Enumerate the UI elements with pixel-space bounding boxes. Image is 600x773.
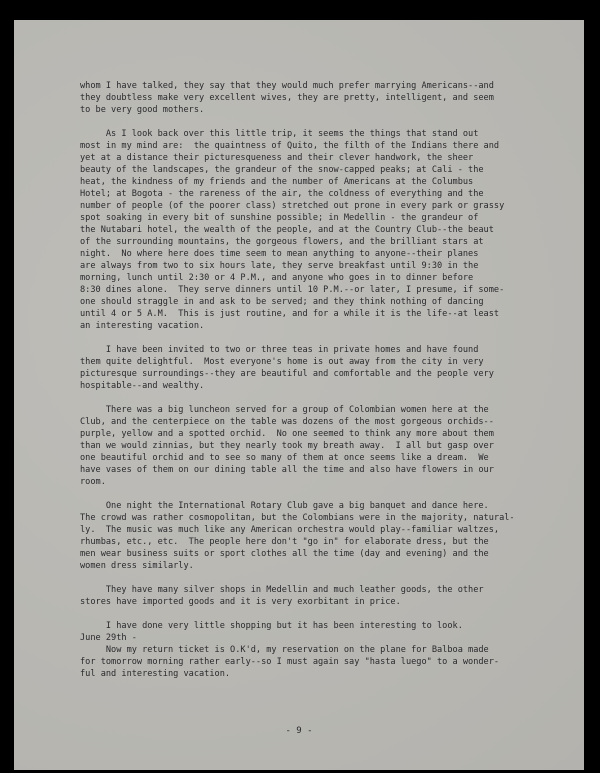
text-line: Now my return ticket is O.K'd, my reservation on the plane for Balboa made [80, 645, 489, 655]
text-line: beauty of the landscapes, the grandeur of the snow-capped peaks; at Cali - the [80, 165, 484, 175]
text-line: stores have imported goods and it is very exorbitant in price. [80, 597, 401, 607]
text-line: ful and interesting vacation. [80, 669, 231, 679]
page-number: - 9 - [285, 726, 313, 736]
typed-text-body [80, 80, 570, 680]
paragraph-gap [80, 488, 570, 500]
text-line: the Nutabari hotel, the wealth of the people, and at the Country Club--the beaut [80, 225, 494, 235]
text-line: room. [80, 477, 106, 487]
text-line: for tomorrow morning rather early--so I must again say "hasta luego" to a wonder- [80, 657, 500, 667]
text-line: June 29th - [80, 633, 137, 643]
document-page [14, 20, 584, 770]
paragraph-gap [80, 116, 570, 128]
text-line: Hotel; at Bogota - the rareness of the air, the coldness of everything and the [80, 189, 484, 199]
text-line: spot soaking in every bit of sunshine possible; in Medellin - the grandeur of [80, 213, 479, 223]
text-line: are always from two to six hours late, they serve breakfast until 9:30 in the [80, 261, 479, 271]
text-line: One night the International Rotary Club gave a big banquet and dance here. [80, 501, 489, 511]
text-line: night. No where here does time seem to mean anything to anyone--their planes [80, 249, 479, 259]
text-line: 8:30 dines alone. They serve dinners until 10 P.M.--or later, I presume, if some- [80, 285, 505, 295]
text-line: As I look back over this little trip, it seems the things that stand out [80, 129, 479, 139]
text-line: one beautiful orchid and to see so many of them at once seems like a dream. We [80, 453, 489, 463]
text-line: picturesque surroundings--they are beautiful and comfortable and the people very [80, 369, 494, 379]
text-line: one should straggle in and ask to be served; and they think nothing of dancing [80, 297, 484, 307]
text-line: I have been invited to two or three teas in private homes and have found [80, 345, 479, 355]
text-line: them quite delightful. Most everyone's home is out away from the city in very [80, 357, 484, 367]
paragraph-gap [80, 608, 570, 620]
text-line: I have done very little shopping but it has been interesting to look. [80, 621, 463, 631]
text-line: until 4 or 5 A.M. This is just routine, and for a while it is the life--at least [80, 309, 500, 319]
text-line: The crowd was rather cosmopolitan, but the Colombians were in the majority, natural- [80, 513, 515, 523]
text-line: purple, yellow and a spotted orchid. No one seemed to think any more about them [80, 429, 494, 439]
text-line: to be very good mothers. [80, 105, 205, 115]
text-line: heat, the kindness of my friends and the number of Americans at the Columbus [80, 177, 474, 187]
text-line: an interesting vacation. [80, 321, 205, 331]
text-line: men wear business suits or sport clothes all the time (day and evening) and the [80, 549, 489, 559]
text-line: number of people (of the poorer class) stretched out prone in every park or grassy [80, 201, 505, 211]
text-line: ly. The music was much like any American orchestra would play--familiar waltzes, [80, 525, 500, 535]
text-line: morning, lunch until 2:30 or 4 P.M., and anyone who goes in to dinner before [80, 273, 474, 283]
text-line: have vases of them on our dining table all the time and also have flowers in our [80, 465, 494, 475]
text-line: They have many silver shops in Medellin and much leather goods, the other [80, 585, 484, 595]
text-line: than we would zinnias, but they nearly took my breath away. I all but gasp over [80, 441, 494, 451]
paragraph-gap [80, 572, 570, 584]
text-line: There was a big luncheon served for a group of Colombian women here at the [80, 405, 489, 415]
paragraph-gap [80, 392, 570, 404]
text-line: rhumbas, etc., etc. The people here don't "go in" for elaborate dress, but the [80, 537, 489, 547]
text-line: whom I have talked, they say that they would much prefer marrying Americans--and [80, 81, 494, 91]
text-line: yet at a distance their picturesqueness and their clever handwork, the sheer [80, 153, 474, 163]
text-line: of the surrounding mountains, the gorgeous flowers, and the brilliant stars at [80, 237, 484, 247]
text-line: hospitable--and wealthy. [80, 381, 205, 391]
text-line: most in my mind are: the quaintness of Quito, the filth of the Indians there and [80, 141, 500, 151]
text-line: they doubtless make very excellent wives, they are pretty, intelligent, and seem [80, 93, 494, 103]
text-line: women dress similarly. [80, 561, 194, 571]
paragraph-gap [80, 332, 570, 344]
text-line: Club, and the centerpiece on the table was dozens of the most gorgeous orchids-- [80, 417, 494, 427]
